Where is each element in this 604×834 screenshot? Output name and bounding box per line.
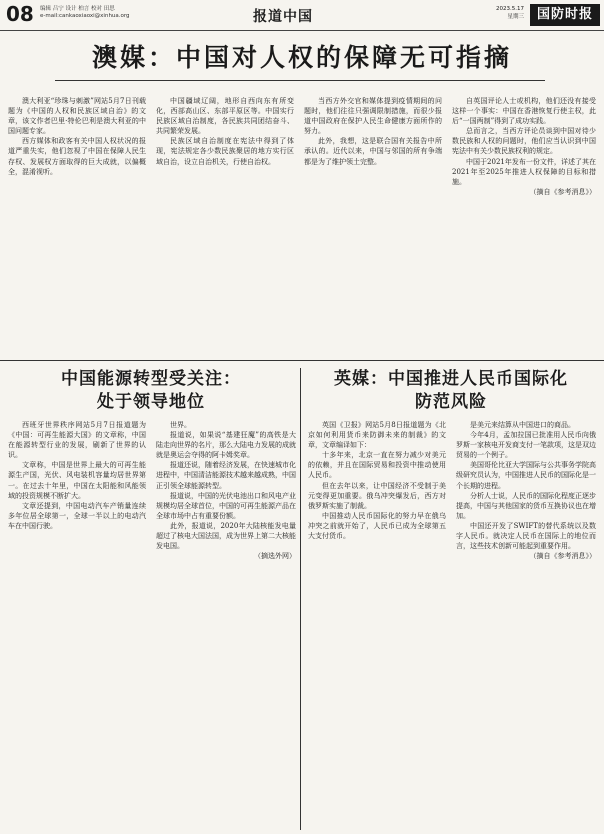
headline-underline [55,80,545,81]
editor-credits [40,6,130,20]
column-divider [300,368,301,830]
issue-date [474,5,524,21]
top-article-column-2: 中国疆域辽阔，地形自西向东有所变化，西部高山区、东部平原区等。中国实行民族区域自治制度，各民族共同团结奋斗、共同繁荣发展。 民族区域自治制度在宪法中得到了体现，宪法规定各少数民族聚居的地方实行区域自治，设立自治机关，行使自治权。 [156,97,294,166]
issue-weekday: 星期三 [507,14,524,20]
right-article-title: 英媒：中国推进人民币国际化 防范风险 [334,369,568,412]
editor-email: e-mail:cankaoxiaoxi@xinhua.org [40,13,130,19]
section-divider [0,360,604,361]
right-article-column-2: 是美元来结算从中国进口的商品。 今年4月，孟加拉国已批准用人民币向俄罗斯一家核电开发商支付一笔款项，这是双边贸易的一个例子。 美国哥伦比亚大学国际与公共事务学院高级研究员认为，中国推进人民币的国际化是一个长期的进程。 分析人士说，人民币的国际化程度正逐步提高，中国与其他国家的货币互换协议也在增加。 中国还开发了SWIFT的替代系统以及数字人民币。就决定人民币在国际上的地位而言，这些技术创新可能起到重要作用。 （摘自《参考消息》） [456,421,596,561]
top-article-column-3: 当西方外交官和媒体提到疫情期间的问题时，他们往往只强调限制措施，而很少报道中国政府在保护人民生命健康方面所作的努力。 此外，我想，这是联合国有关报告中所承认的。近代以来，中国与邻国的所有争端都是为了维护领土完整。 [304,97,442,166]
editor-names: 编辑 吕宁 设计 柏言 校对 田思 [40,6,115,12]
left-article-title: 中国能源转型受关注： 处于领导地位 [61,369,241,412]
top-article-column-1: 澳大利亚“珍珠与刺激”网站5月7日刊载题为《中国的人权和民族区域自治》的文章，该文作者巴里·特伦巴利是澳大利亚的中国问题专家。 西方媒体和政客有关中国人权状况的报道严重失实，他们忽视了中国在保障人民生存权、发展权方面取得的巨大成就，以偏概全，混淆视听。 [8,97,146,176]
section-title: 报道中国 [253,9,313,25]
left-article-byline: （摘选外网） [254,552,296,561]
page-header [0,0,604,31]
top-article-byline: （摘自《参考消息》） [529,187,596,196]
newspaper-logo: 国防时报 [530,4,600,26]
top-article-column-4: 自英国评论人士或机构，他们还没有接受这样一个事实：中国在香港恢复行使主权，此后“一国两制”得到了成功实践。 总而言之，当西方评论员谈到中国对待少数民族和人权的问题时，他们应当认识到中国宪法中有关少数民族权利的规定。 中国于2021年发布一份文件，详述了其在2021年至2025年推进人权保障的目标和措施。 （摘自《参考消息》） [452,97,596,196]
issue-date-value: 2023.5.17 [496,6,524,12]
right-article-byline: （摘自《参考消息》） [529,552,596,561]
left-article-column-1: 西班牙世界秩序网站5月7日报道题为《中国：可再生能源大国》的文章称，中国在能源转型行业的发展，刷新了世界的认识。 文章称，中国是世界上最大的可再生能源生产国，光伏、风电装机容量均居世界第一。在过去十年里，中国在太阳能和风能领域的投资规模不断扩大。 文章还提到，中国电动汽车产销量连续多年位居全球第一，全球一半以上的电动汽车在中国行驶。 [8,421,146,530]
right-article-column-1: 英国《卫报》网站5月8日报道题为《北京如何利用货币来防御未来的制裁》的文章，文章编译如下： 十多年来，北京一直在努力减少对美元的依赖，并且在国际贸易和投资中推动使用人民币。 但在去年以来，让中国经济不受制于美元变得更加重要。俄乌冲突爆发后，西方对俄罗斯实施了制裁。 中国推动人民币国际化的努力早在俄乌冲突之前就开始了，人民币已成为全球第五大支付货币。 [308,421,446,541]
page-number: 08 [6,2,34,26]
left-article-column-2: 世界。 报道说，如果说“基建狂魔”的高铁是大陆走向世界的名片，那么大陆电力发展的成就就是奥运会夺得的阿卡姆奖章。 报道还说，随着经济发展，在快速城市化进程中，中国清洁能源技术越来越成熟，中国正引领全球能源转型。 报道说，中国的光伏电池出口和风电产业规模均居全球首位，中国的可再生能源产品在全球市场中占有重要份额。 此外，报道说，2020年大陆核能发电量超过了核电大国法国，成为世界上第二大核能发电国。 （摘选外网） [156,421,296,561]
top-headline: 澳媒：中国对人权的保障无可指摘 [91,43,512,72]
